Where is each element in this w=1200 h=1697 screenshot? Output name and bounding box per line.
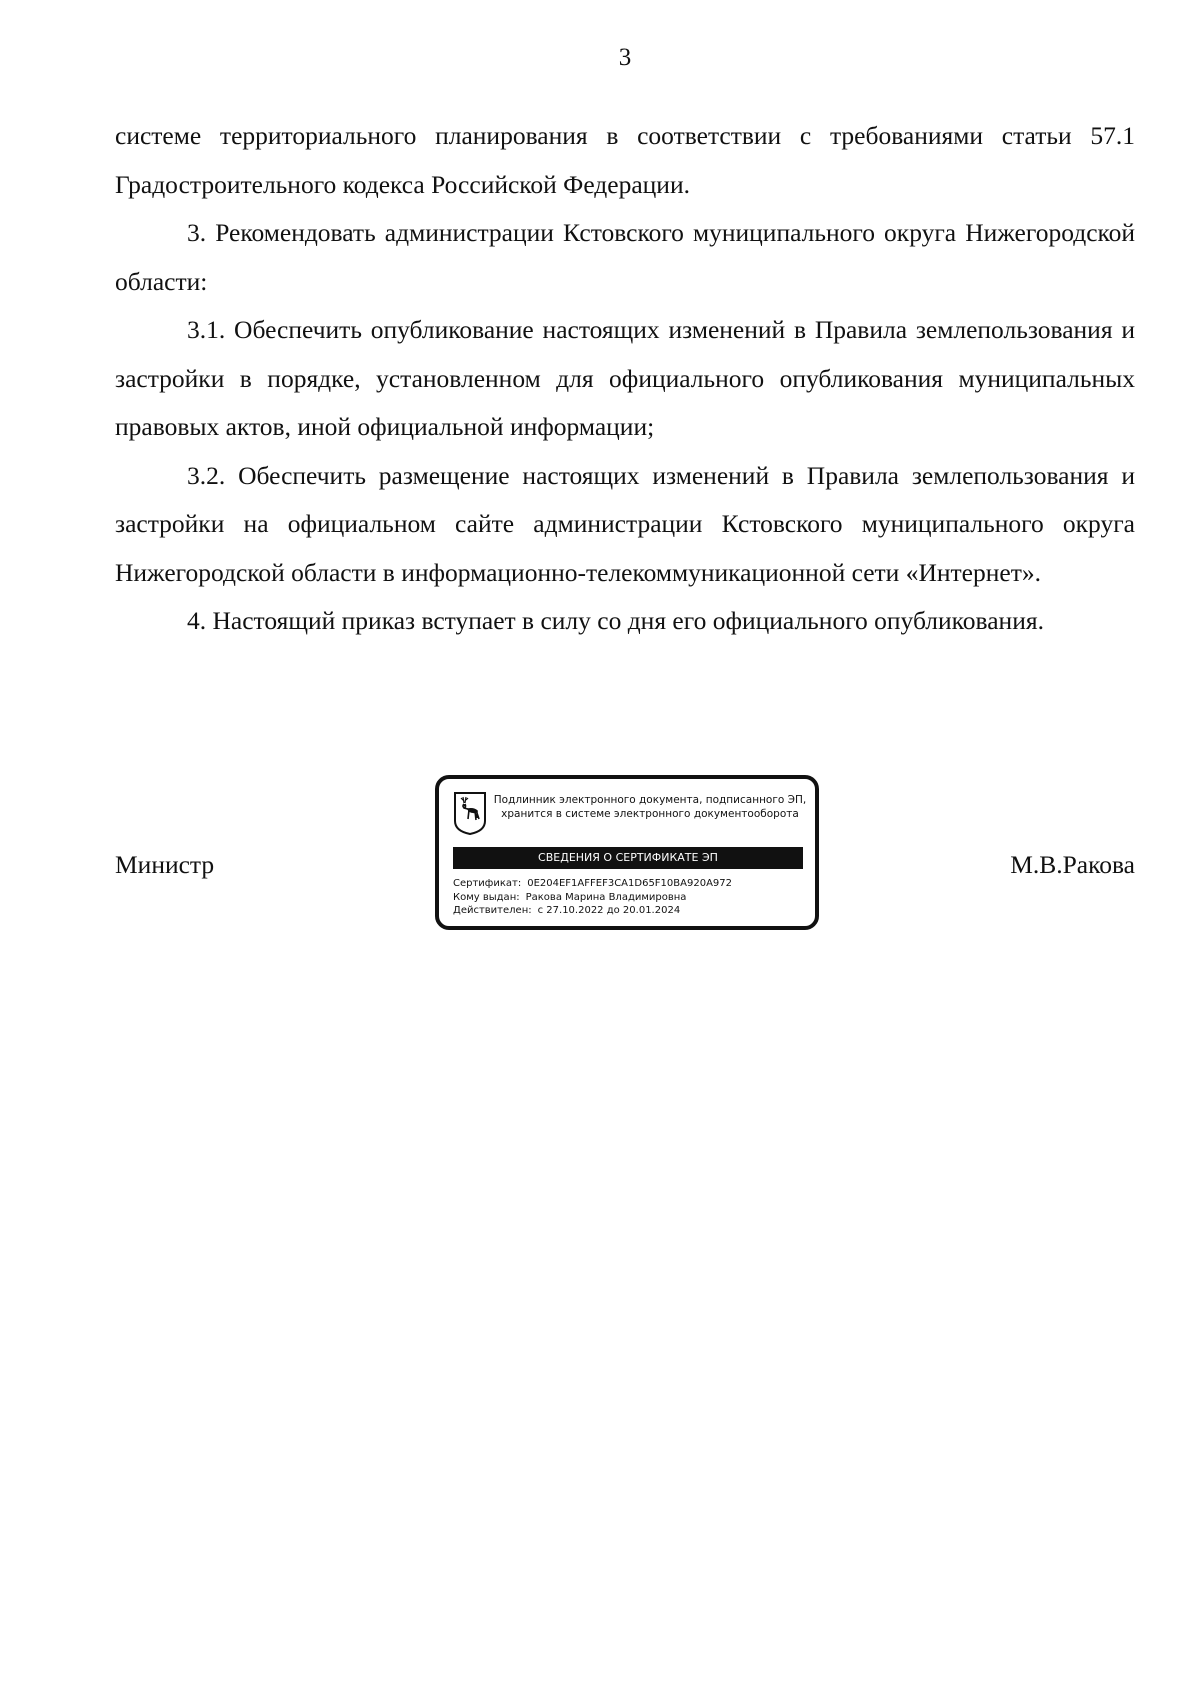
electronic-signature-stamp (435, 775, 819, 930)
validity-label: Действителен: (453, 905, 532, 916)
stamp-certificate-details (453, 877, 809, 918)
paragraph-item-3: 3. Рекомендовать администрации Кстовского муниципального округа Нижегородской области: (115, 218, 1135, 296)
stamp-header-line-2: хранится в системе электронного документооборота (501, 808, 799, 820)
signature-block (115, 780, 1135, 940)
validity-row (453, 904, 809, 918)
stamp-header-line-1: Подлинник электронного документа, подписанного ЭП, (493, 794, 807, 806)
paragraph-continuation: системе территориального планирования в соответствии с требованиями статьи 57.1 Градостроительного кодекса Российской Федерации. (115, 121, 1135, 199)
certificate-value: 0E204EF1AFFEF3CA1D65F10BA920A972 (527, 878, 732, 889)
coat-of-arms-icon (453, 791, 487, 835)
validity-value: с 27.10.2022 до 20.01.2024 (537, 905, 681, 916)
certificate-row (453, 877, 809, 891)
paragraph-item-3-1: 3.1. Обеспечить опубликование настоящих изменений в Правила землепользования и застройки в порядке, установленном для официального опубликования муниципальных правовых актов, иной официальной информации; (115, 315, 1135, 441)
issued-to-row (453, 891, 809, 905)
paragraph-item-4: 4. Настоящий приказ вступает в силу со дня его официального опубликования. (187, 606, 1044, 635)
signer-name: М.В.Ракова (1010, 850, 1135, 879)
document-body (115, 112, 1135, 646)
signer-position: Министр (115, 850, 215, 879)
issued-to-label: Кому выдан: (453, 891, 520, 903)
paragraph-item-3-2: 3.2. Обеспечить размещение настоящих изменений в Правила землепользования и застройки на официальном сайте администрации Кстовского муниципального округа Нижегородской области в информационно-телекоммуникационной сети «Интернет». (115, 460, 1135, 587)
certificate-label: Сертификат: (453, 878, 522, 889)
stamp-header (491, 793, 809, 821)
page-number: 3 (618, 44, 632, 71)
stamp-certificate-bar: СВЕДЕНИЯ О СЕРТИФИКАТЕ ЭП (453, 847, 803, 869)
issued-to-value: Ракова Марина Владимировна (525, 891, 687, 903)
